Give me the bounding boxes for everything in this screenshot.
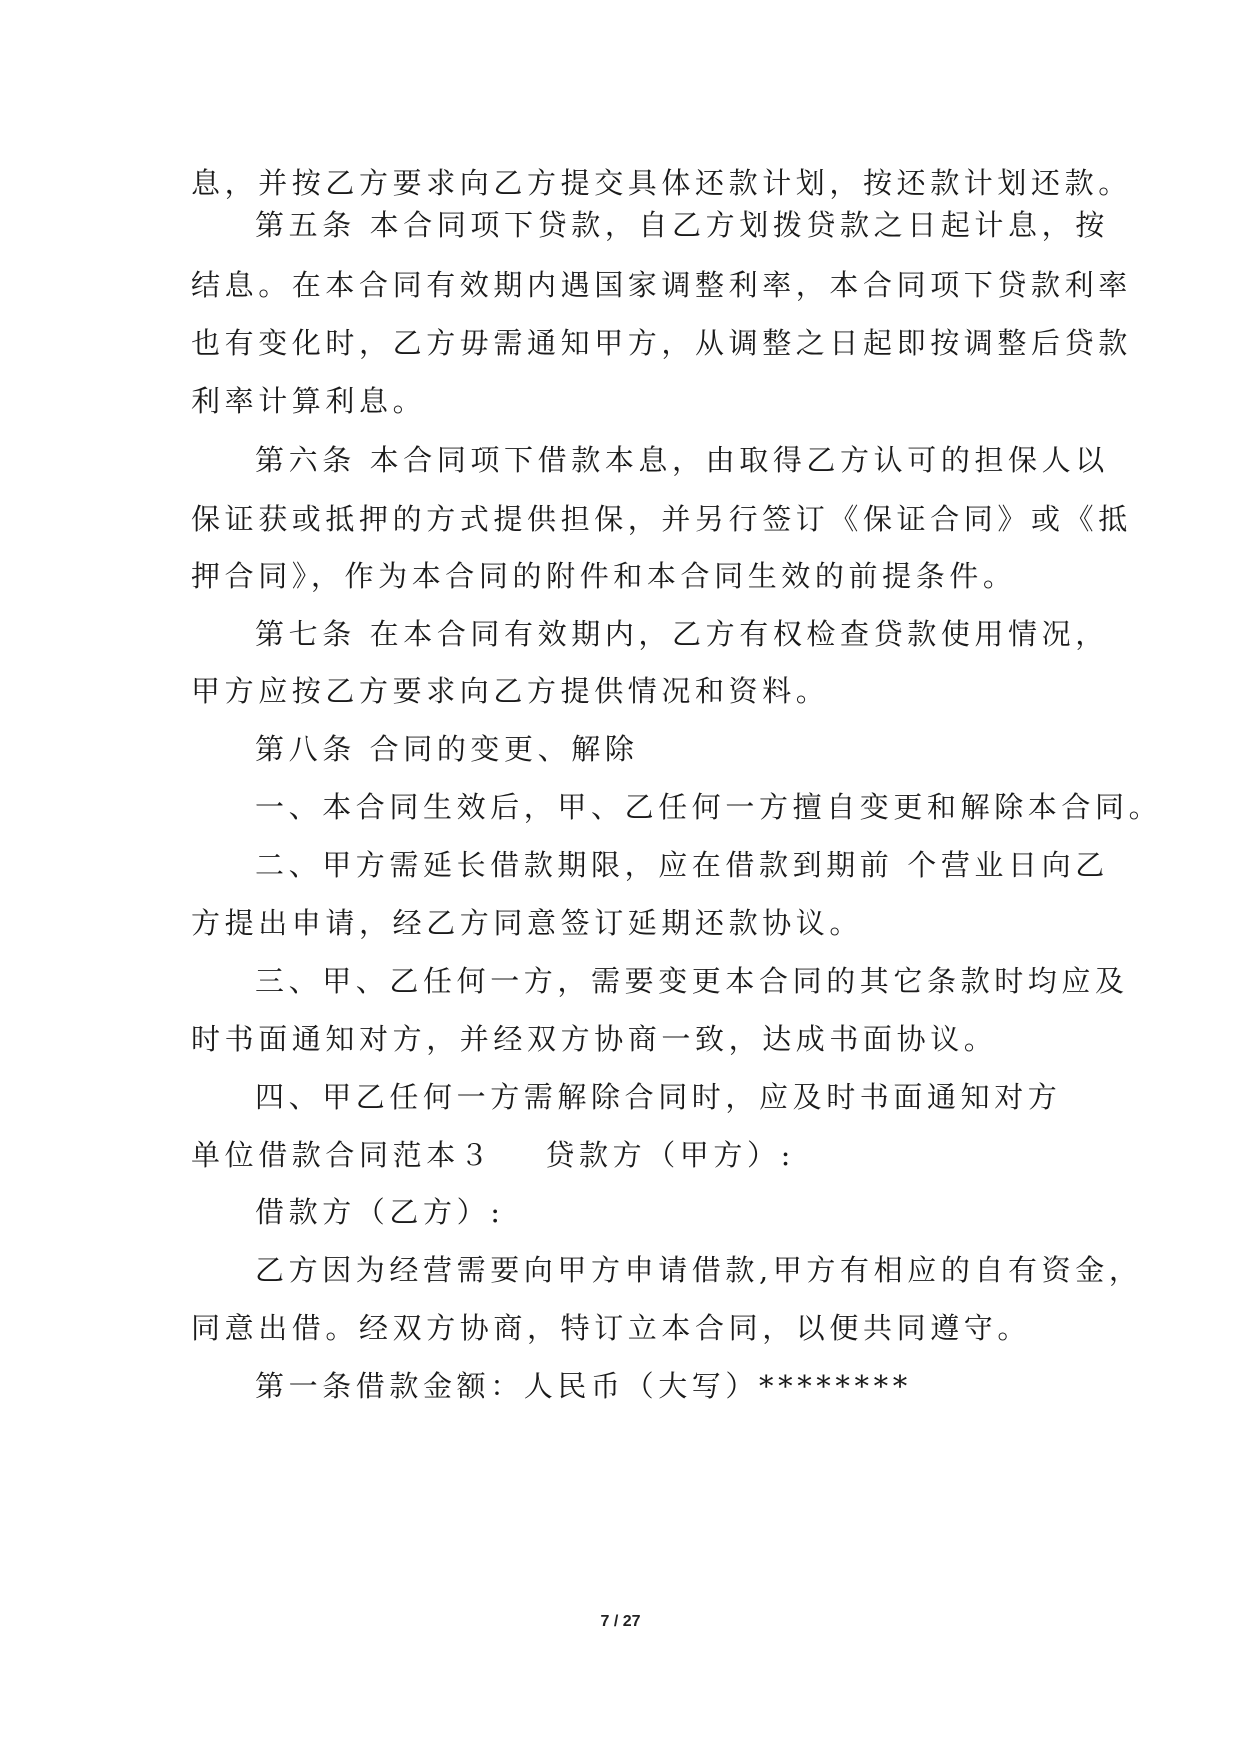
article-5-line-2: 结息。在本合同有效期内遇国家调整利率，本合同项下贷款利率 <box>191 268 1132 302</box>
body-line-1: 息，并按乙方要求向乙方提交具体还款计划，按还款计划还款。 <box>191 166 1132 200</box>
article-5-line-3: 也有变化时，乙方毋需通知甲方，从调整之日起即按调整后贷款 <box>191 326 1132 360</box>
article-7-line-2: 甲方应按乙方要求向乙方提供情况和资料。 <box>191 674 830 708</box>
article-8-item-1: 一、本合同生效后，甲、乙任何一方擅自变更和解除本合同。 <box>255 790 1163 824</box>
article-1-amount-line: 第一条借款金额：人民币（大写）******** <box>255 1369 912 1403</box>
article-8-item-3-line-1: 三、甲、乙任何一方，需要变更本合同的其它条款时均应及 <box>255 964 1129 998</box>
preamble-line-1: 乙方因为经营需要向甲方申请借款,甲方有相应的自有资金， <box>255 1253 1143 1287</box>
article-5-line-4: 利率计算利息。 <box>191 384 427 418</box>
preamble-line-2: 同意出借。经双方协商，特订立本合同，以便共同遵守。 <box>191 1311 1032 1345</box>
article-8-item-2-line-1: 二、甲方需延长借款期限，应在借款到期前 个营业日向乙 <box>255 848 1109 882</box>
article-8-heading: 第八条 合同的变更、解除 <box>255 732 639 766</box>
article-5-line-1: 第五条 本合同项下贷款，自乙方划拨贷款之日起计息，按 <box>255 208 1109 242</box>
article-8-item-3-line-2: 时书面通知对方，并经双方协商一致，达成书面协议。 <box>191 1022 998 1056</box>
article-8-item-4: 四、甲乙任何一方需解除合同时，应及时书面通知对方 <box>255 1080 1062 1114</box>
article-8-item-2-line-2: 方提出申请，经乙方同意签订延期还款协议。 <box>191 906 864 940</box>
contract-heading-line <box>191 1135 1071 1175</box>
article-6-line-1: 第六条 本合同项下借款本息，由取得乙方认可的担保人以 <box>255 443 1109 477</box>
article-7-line-1: 第七条 在本合同有效期内，乙方有权检查贷款使用情况， <box>255 617 1109 651</box>
contract-template-title: 单位借款合同范本３ <box>191 1138 494 1172</box>
lender-label: 贷款方（甲方）: <box>545 1138 795 1172</box>
page-number: 7 / 27 <box>600 1613 641 1630</box>
article-6-line-3: 押合同》，作为本合同的附件和本合同生效的前提条件。 <box>191 559 1017 593</box>
article-6-line-2: 保证获或抵押的方式提供担保，并另行签订《保证合同》或《抵 <box>191 502 1132 536</box>
borrower-label: 借款方（乙方）: <box>255 1195 505 1229</box>
